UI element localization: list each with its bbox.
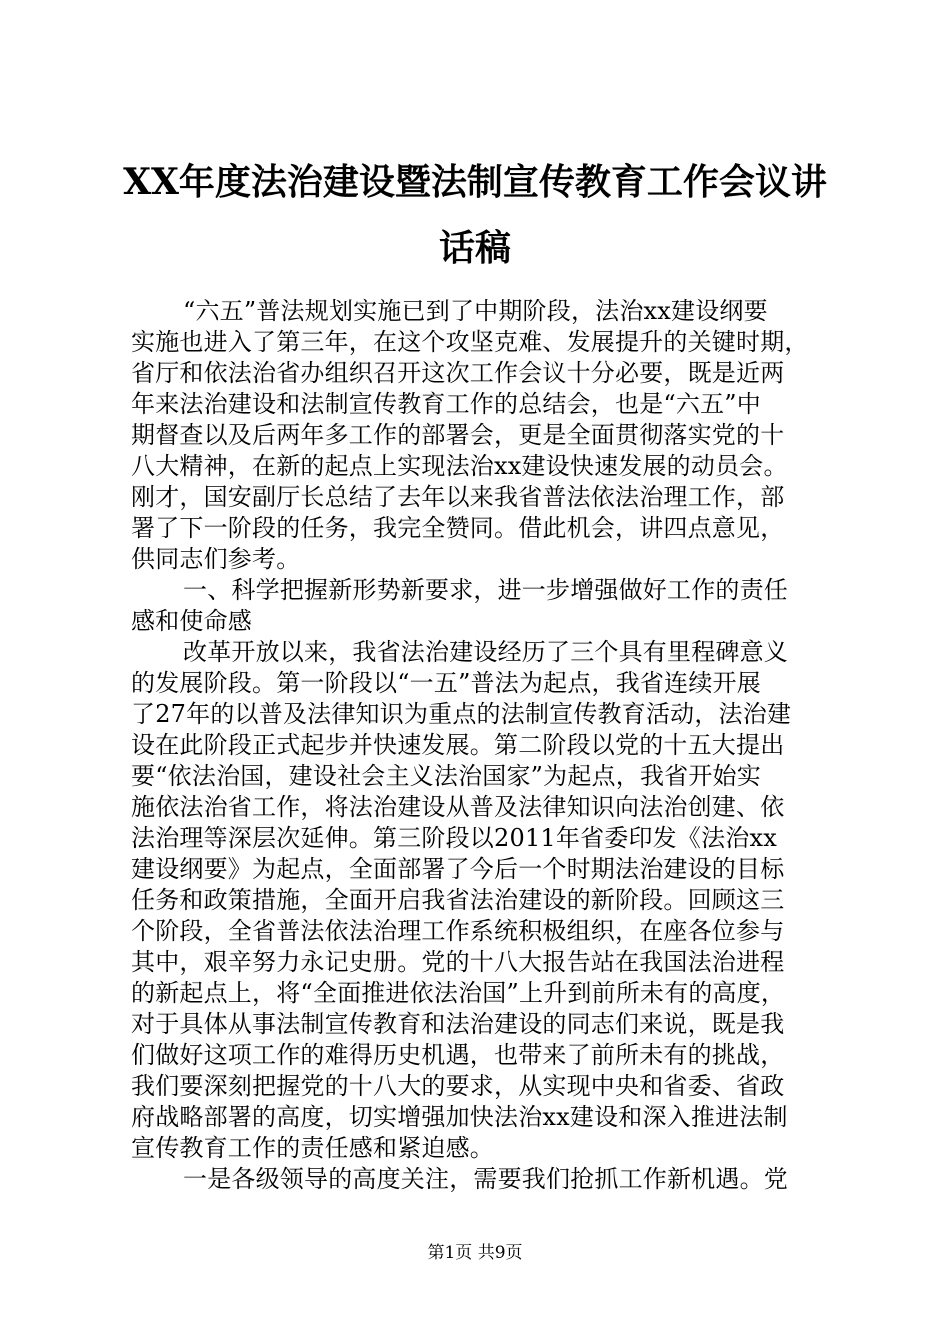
- body-line: 一是各级领导的高度关注，需要我们抢抓工作新机遇。党: [183, 1165, 788, 1193]
- body-line: 了27年的以普及法律知识为重点的法制宣传教育活动，法治建: [131, 700, 792, 728]
- body-line: 的发展阶段。第一阶段以“一五”普法为起点，我省连续开展: [131, 669, 761, 697]
- body-line: 年来法治建设和法制宣传教育工作的总结会，也是“六五”中: [131, 390, 761, 418]
- body-line: 其中，艰辛努力永记史册。党的十八大报告站在我国法治进程: [131, 948, 785, 976]
- body-line: 改革开放以来，我省法治建设经历了三个具有里程碑意义: [183, 638, 788, 666]
- body-line: 的新起点上，将“全面推进依法治国”上升到前所未有的高度，: [131, 979, 786, 1007]
- body-line: 建设纲要》为起点，全面部署了今后一个时期法治建设的目标: [131, 855, 785, 883]
- body-line: 们做好这项工作的难得历史机遇，也带来了前所未有的挑战，: [131, 1041, 785, 1069]
- body-line: 我们要深刻把握党的十八大的要求，从实现中央和省委、省政: [131, 1072, 785, 1100]
- document-title-line-2: 话稿: [438, 227, 511, 269]
- body-line: 实施也进入了第三年，在这个攻坚克难、发展提升的关键时期，: [131, 328, 809, 356]
- body-line: 署了下一阶段的任务，我完全赞同。借此机会，讲四点意见，: [131, 514, 785, 542]
- body-line: 刚才，国安副厅长总结了去年以来我省普法依法治理工作，部: [131, 483, 785, 511]
- body-line: 设在此阶段正式起步并快速发展。第二阶段以党的十五大提出: [131, 731, 785, 759]
- page-number-footer: 第1页 共9页: [427, 1243, 523, 1263]
- section-heading-line: 一、科学把握新形势新要求，进一步增强做好工作的责任: [183, 576, 788, 604]
- section-heading-line: 感和使命感: [131, 607, 252, 635]
- body-line: 对于具体从事法制宣传教育和法治建设的同志们来说，既是我: [131, 1010, 785, 1038]
- body-line: 省厅和依法治省办组织召开这次工作会议十分必要，既是近两: [131, 359, 785, 387]
- body-line: 宣传教育工作的责任感和紧迫感。: [131, 1134, 494, 1162]
- body-line: 要“依法治国，建设社会主义法治国家”为起点，我省开始实: [131, 762, 761, 790]
- body-line: 供同志们参考。: [131, 545, 301, 573]
- body-line: 八大精神，在新的起点上实现法治xx建设快速发展的动员会。: [131, 452, 788, 480]
- document-title-line-1: XX年度法治建设暨法制宣传教育工作会议讲: [123, 161, 827, 203]
- body-line: 个阶段，全省普法依法治理工作系统积极组织，在座各位参与: [131, 917, 785, 945]
- document-body: [131, 296, 831, 1195]
- body-line: “六五”普法规划实施已到了中期阶段，法治xx建设纲要: [183, 297, 768, 325]
- body-line: 府战略部署的高度，切实增强加快法治xx建设和深入推进法制: [131, 1103, 788, 1131]
- body-line: 任务和政策措施，全面开启我省法治建设的新阶段。回顾这三: [131, 886, 785, 914]
- body-line: 法治理等深层次延伸。第三阶段以2011年省委印发《法治xx: [131, 824, 777, 852]
- body-line: 施依法治省工作，将法治建设从普及法律知识向法治创建、依: [131, 793, 785, 821]
- body-line: 期督查以及后两年多工作的部署会，更是全面贯彻落实党的十: [131, 421, 785, 449]
